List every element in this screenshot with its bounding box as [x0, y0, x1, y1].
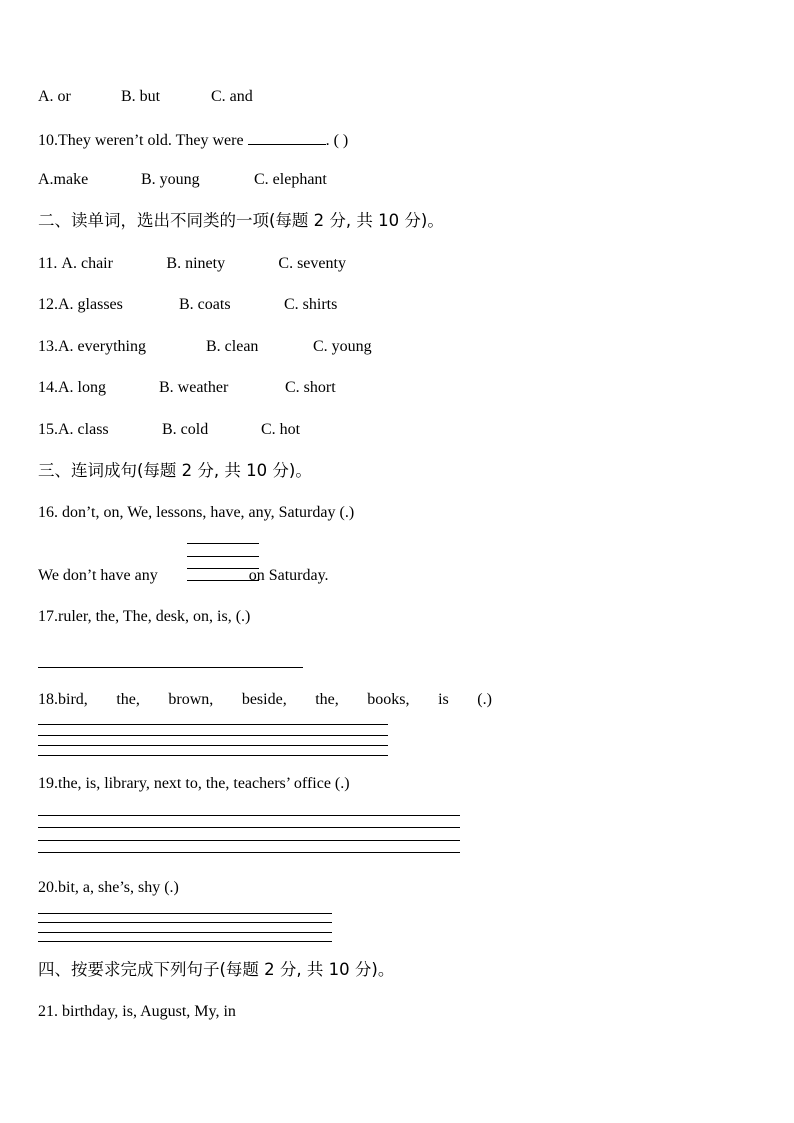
q19-answer-rule [38, 815, 460, 816]
q13-line [38, 336, 372, 358]
q11-line [38, 253, 346, 275]
section-4-heading: 四、按要求完成下列句子(每题 2 分, 共 10 分)。 [38, 960, 395, 979]
q13-option-c: C. young [313, 338, 372, 355]
q14-option-b: B. weather [159, 379, 229, 396]
q15-option-c: C. hot [261, 421, 301, 438]
q20-answer-rule [38, 932, 332, 933]
section-3-heading: 三、连词成句(每题 2 分, 共 10 分)。 [38, 461, 312, 480]
q20-answer-rule [38, 941, 332, 942]
q10-answer-blank [248, 128, 326, 145]
q10-options [38, 169, 327, 191]
q16-prompt: 16. don’t, on, We, lessons, have, any, Saturday (.) [38, 504, 355, 521]
q12-line [38, 294, 337, 316]
q18-answer-rule [38, 755, 388, 756]
q13-option-a: A. everything [58, 338, 146, 355]
q14-number: 14. [38, 379, 58, 396]
q16-blank-rule [187, 543, 259, 544]
q12-number: 12. [38, 296, 58, 313]
q18-word: (.) [477, 691, 492, 708]
q9-option-b: B. but [121, 88, 161, 105]
q12-option-a: A. glasses [58, 296, 123, 313]
q13-option-b: B. clean [206, 338, 259, 355]
q10-stem-start: 10.They weren’t old. They were [38, 132, 244, 149]
section-2-heading: 二、读单词，选出不同类的一项(每题 2 分, 共 10 分)。 [38, 211, 444, 230]
q13-number: 13. [38, 338, 58, 355]
q11-option-b: B. ninety [166, 255, 226, 272]
q10-option-b: B. young [141, 171, 200, 188]
q15-option-b: B. cold [162, 421, 209, 438]
q18-word: the, [315, 691, 339, 708]
q18-word: the, [116, 691, 140, 708]
q18-word: brown, [168, 691, 214, 708]
q18-word: 18.bird, [38, 691, 88, 708]
q18-answer-rule [38, 745, 388, 746]
q12-option-c: C. shirts [284, 296, 338, 313]
q18-answer-rule [38, 724, 388, 725]
q14-option-c: C. short [285, 379, 336, 396]
q9-options [38, 86, 253, 108]
q18-word: is [438, 691, 449, 708]
q18-prompt [38, 689, 492, 711]
q11-option-c: C. seventy [278, 255, 346, 272]
q16-answer-line [38, 565, 329, 587]
q15-number: 15. [38, 421, 58, 438]
q10-option-c: C. elephant [254, 171, 327, 188]
q14-line [38, 377, 336, 399]
q19-answer-rule [38, 840, 460, 841]
q10-stem [38, 128, 348, 150]
q19-answer-rule [38, 827, 460, 828]
q18-word: beside, [241, 691, 287, 708]
q14-option-a: A. long [58, 379, 106, 396]
q9-option-c: C. and [211, 88, 253, 105]
q15-option-a: A. class [58, 421, 109, 438]
q17-answer-line [38, 667, 303, 668]
q9-option-a: A. or [38, 88, 71, 105]
q12-option-b: B. coats [179, 296, 231, 313]
q19-answer-rule [38, 852, 460, 853]
q20-prompt: 20.bit, a, she’s, shy (.) [38, 879, 179, 896]
q18-answer-rule [38, 735, 388, 736]
q16-blank-rule [187, 556, 259, 557]
q10-stem-end: . ( ) [325, 132, 349, 149]
q20-answer-rule [38, 913, 332, 914]
q16-answer-start: We don’t have any [38, 567, 158, 584]
q19-prompt: 19.the, is, library, next to, the, teachers’ office (.) [38, 775, 350, 792]
q11-number: 11. [38, 255, 62, 272]
q20-answer-rule [38, 922, 332, 923]
q10-option-a: A.make [38, 171, 89, 188]
q18-word: books, [367, 691, 410, 708]
q16-answer-end: on Saturday. [248, 567, 329, 584]
q21-prompt: 21. birthday, is, August, My, in [38, 1003, 236, 1020]
q17-prompt: 17.ruler, the, The, desk, on, is, (.) [38, 608, 251, 625]
q11-option-a: A. chair [61, 255, 113, 272]
q15-line [38, 419, 300, 441]
